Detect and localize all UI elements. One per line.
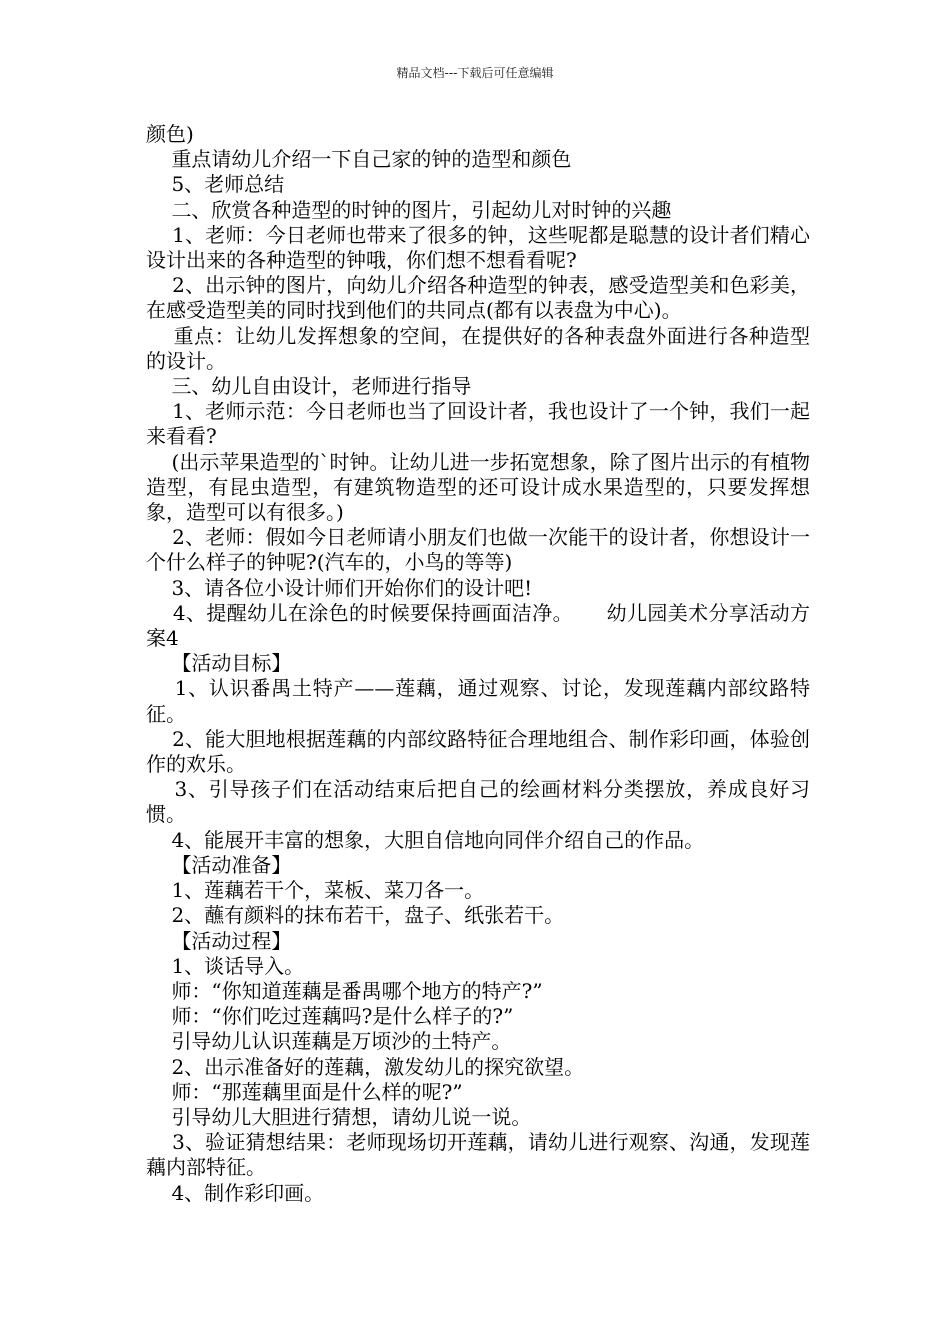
paragraph: 1、莲藕若干个，菜板、菜刀各一。	[146, 878, 485, 903]
section-heading: 【活动准备】	[146, 852, 292, 877]
paragraph: 5、老师总结	[146, 172, 285, 197]
paragraph: 4、能展开丰富的想象，大胆自信地向同伴介绍自己的作品。	[146, 827, 705, 852]
paragraph: 引导幼儿认识莲藕是万顷沙的土特产。	[146, 1029, 512, 1054]
section-heading: 三、幼儿自由设计，老师进行指导	[146, 374, 472, 399]
paragraph: 1、谈话导入。	[146, 953, 305, 978]
paragraph: 2、能大胆地根据莲藕的内部纹路特征合理地组合、制作彩印画，体验创作的欢乐。	[146, 726, 810, 777]
paragraph: 师：“那莲藕里面是什么样的呢?”	[146, 1079, 463, 1104]
paragraph: 3、请各位小设计师们开始你们的设计吧!	[146, 575, 533, 600]
page-header: 精品文档---下载后可任意编辑	[396, 66, 554, 80]
section-heading: 【活动目标】	[146, 651, 292, 676]
paragraph: 2、蘸有颜料的抹布若干，盘子、纸张若干。	[146, 903, 565, 928]
paragraph: 2、出示准备好的莲藕，激发幼儿的探究欲望。	[146, 1054, 585, 1079]
paragraph: 1、老师：今日老师也带来了很多的钟，这些呢都是聪慧的设计者们精心设计出来的各种造型的钟哦，你们想不想看看呢?	[146, 222, 810, 273]
paragraph: 4、制作彩印画。	[146, 1180, 325, 1205]
paragraph: 重点：让幼儿发挥想象的空间，在提供好的各种表盘外面进行各种造型的设计。	[146, 323, 811, 373]
section-heading: 二、欣赏各种造型的时钟的图片，引起幼儿对时钟的兴趣	[146, 197, 672, 222]
paragraph: 1、认识番禺土特产——莲藕，通过观察、讨论，发现莲藕内部纹路特征。	[146, 676, 810, 726]
paragraph: (出示苹果造型的`时钟。让幼儿进一步拓宽想象，除了图片出示的有植物造型，有昆虫造型，有建筑物造型的还可设计成水果造型的，只要发挥想象，造型可以有很多。)	[146, 449, 810, 525]
section-heading: 【活动过程】	[146, 928, 292, 953]
paragraph: 3、验证猜想结果：老师现场切开莲藕，请幼儿进行观察、沟通，发现莲藕内部特征。	[146, 1130, 810, 1180]
paragraph: 引导幼儿大胆进行猜想，请幼儿说一说。	[146, 1104, 532, 1129]
paragraph: 颜色)	[146, 122, 194, 146]
paragraph: 重点请幼儿介绍一下自己家的钟的造型和颜色	[146, 147, 572, 172]
paragraph: 3、引导孩子们在活动结束后把自己的绘画材料分类摆放，养成良好习惯。	[146, 777, 810, 827]
paragraph: 2、老师：假如今日老师请小朋友们也做一次能干的设计者，你想设计一个什么样子的钟呢?(汽车的，小鸟的等等)	[146, 525, 810, 575]
paragraph: 师：“你们吃过莲藕吗?是什么样子的?”	[146, 1004, 514, 1029]
paragraph: 师：“你知道莲藕是番禺哪个地方的特产?”	[146, 978, 543, 1003]
paragraph: 1、老师示范：今日老师也当了回设计者，我也设计了一个钟，我们一起来看看?	[146, 399, 810, 449]
paragraph: 4、提醒幼儿在涂色的时候要保持画面洁净。 幼儿园美术分享活动方案4	[146, 600, 811, 651]
paragraph: 2、出示钟的图片，向幼儿介绍各种造型的钟表，感受造型美和色彩美，在感受造型美的同时找到他们的共同点(都有以表盘为中心)。	[146, 273, 810, 323]
document-body	[146, 122, 810, 1206]
